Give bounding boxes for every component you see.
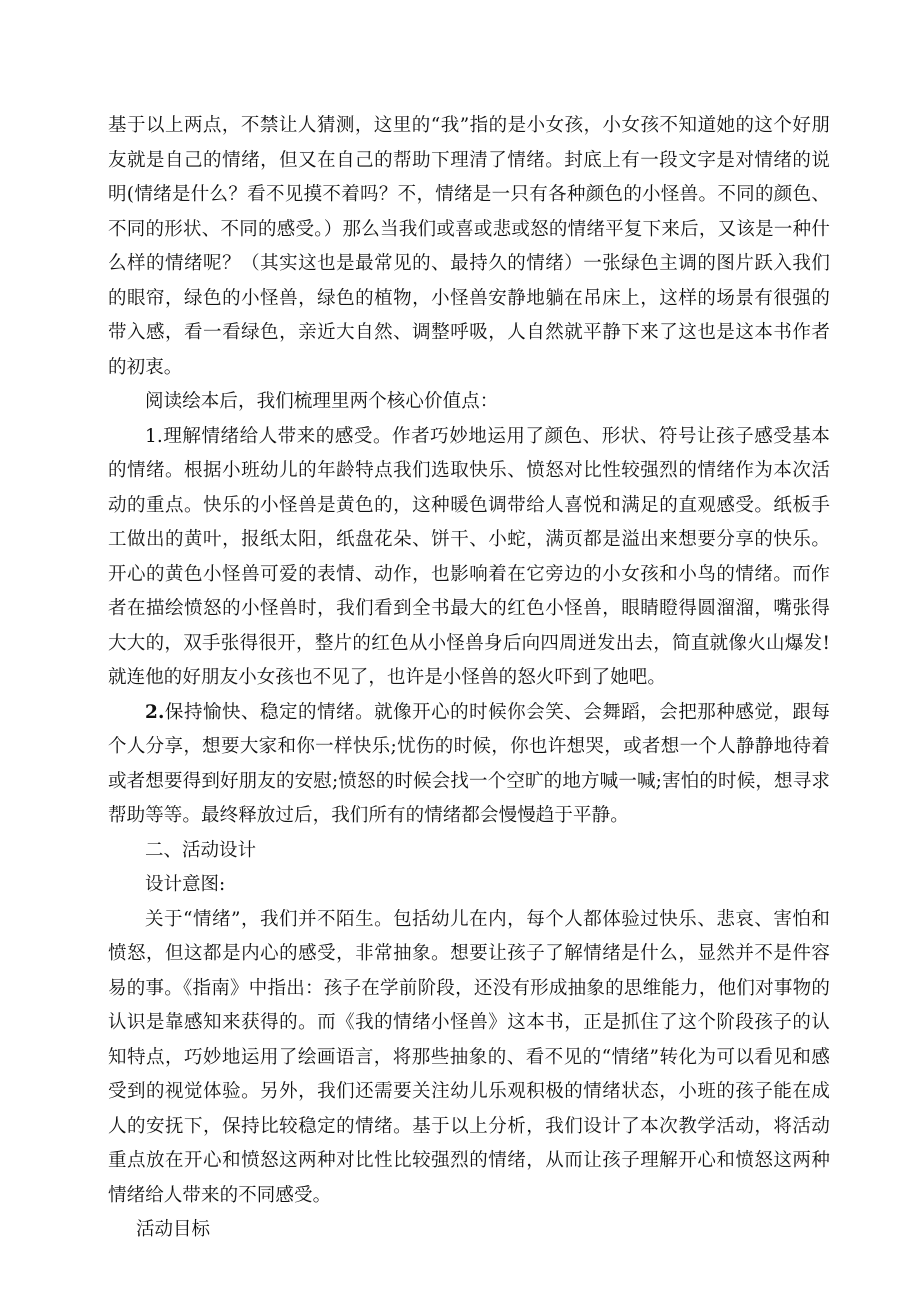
paragraph-design-intent: 关于“情绪”，我们并不陌生。包括幼儿在内，每个人都体验过快乐、悲哀、害怕和愤怒，但这都是内心的感受，非常抽象。想要让孩子了解情绪是什么，显然并不是件容易的事。《指南》中指出：孩子在学前阶段，还没有形成抽象的思维能力，他们对事物的认识是靠感知来获得的。而《我的情绪小怪兽》这本书，正是抓住了这个阶段孩子的认知特点，巧妙地运用了绘画语言，将那些抽象的、看不见的“情绪”转化为可以看见和感受到的视觉体验。另外，我们还需要关注幼儿乐观积极的情绪状态，小班的孩子能在成人的安抚下，保持比较稳定的情绪。基于以上分析，我们设计了本次教学活动，将活动重点放在开心和愤怒这两种对比性比较强烈的情绪，从而让孩子理解开心和愤怒这两种情绪给人带来的不同感受。 (108, 908, 830, 1206)
value-point-2-text: 保持愉快、稳定的情绪。就像开心的时候你会笑、会舞蹈，会把那种感觉，跟每个人分享，想要大家和你一样快乐;忧伤的时候，你也许想哭，或者想一个人静静地待着或者想要得到好朋友的安慰;愤怒的时候会找一个空旷的地方喊一喊;害怕的时候，想寻求帮助等等。最终释放过后，我们所有的情绪都会慢慢趋于平静。 (108, 701, 830, 826)
value-point-2-number: 2. (145, 701, 165, 723)
paragraph-value-point-2 (108, 696, 830, 834)
document-page (108, 109, 830, 1248)
paragraph-reading-intro: 阅读绘本后，我们梳理里两个核心价值点： (145, 391, 499, 412)
paragraph-reasoning: 基于以上两点，不禁让人猜测，这里的“我”指的是小女孩，小女孩不知道她的这个好朋友就是自己的情绪，但又在自己的帮助下理清了情绪。封底上有一段文字是对情绪的说明(情绪是什么？看不见摸不着吗？不，情绪是一只有各种颜色的小怪兽。不同的颜色、不同的形状、不同的感受。）那么当我们或喜或悲或怒的情绪平复下来后，又该是一种什么样的情绪呢？（其实这也是最常见的、最持久的情绪）一张绿色主调的图片跃入我们的眼帘，绿色的小怪兽，绿色的植物，小怪兽安静地躺在吊床上，这样的场景有很强的带入感，看一看绿色，亲近大自然、调整呼吸，人自然就平静下来了这也是这本书作者的初衷。 (108, 115, 830, 378)
subheading-design-intent: 设计意图: (145, 874, 226, 895)
subheading-activity-goals: 活动目标 (136, 1219, 211, 1240)
section-heading-activity-design: 二、活动设计 (145, 839, 257, 861)
value-point-1-text: 理解情绪给人带来的感受。作者巧妙地运用了颜色、形状、符号让孩子感受基本的情绪。根据小班幼儿的年龄特点我们选取快乐、愤怒对比性较强烈的情绪作为本次活动的重点。快乐的小怪兽是黄色的，这种暖色调带给人喜悦和满足的直观感受。纸板手工做出的黄叶，报纸太阳，纸盘花朵、饼干、小蛇，满页都是溢出来想要分享的快乐。开心的黄色小怪兽可爱的表情、动作，也影响着在它旁边的小女孩和小鸟的情绪。而作者在描绘愤怒的小怪兽时，我们看到全书最大的红色小怪兽，眼睛瞪得圆溜溜，嘴张得大大的，双手张得很开，整片的红色从小怪兽身后向四周迸发出去，简直就像火山爆发!就连他的好朋友小女孩也不见了，也许是小怪兽的怒火吓到了她吧。 (108, 425, 830, 688)
paragraph-value-point-1 (108, 420, 830, 696)
value-point-1-number: 1. (145, 425, 163, 447)
